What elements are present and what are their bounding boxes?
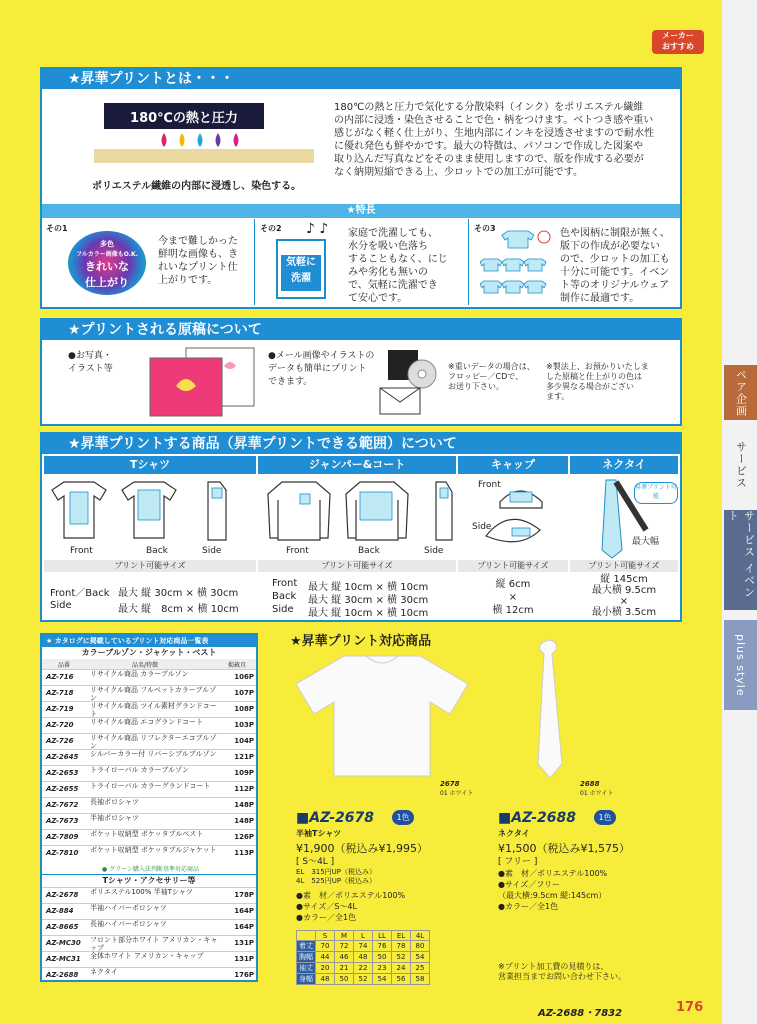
body-line: なく納期短縮できる上、少ロットでの加工が可能です。 — [334, 167, 583, 178]
line: 横 12cm — [492, 605, 534, 616]
size-head: M — [335, 931, 354, 941]
jumper-print-area-illustration — [260, 478, 456, 550]
size-value: 最大 縦 8cm × 横 10cm — [118, 604, 239, 615]
view-label: Back — [358, 546, 380, 556]
cell-code: AZ-720 — [46, 721, 74, 729]
cell-name: ポリエステル100% 半袖Tシャツ — [90, 888, 193, 896]
table-row — [42, 887, 256, 904]
green-note-text: グリーン購入法判断基準対応商品 — [109, 866, 200, 873]
catalog-table — [40, 633, 258, 982]
badge-line: メーカー — [662, 31, 694, 40]
size-cell: 着丈 — [297, 941, 316, 952]
cell-code: AZ-2678 — [46, 891, 79, 899]
cell-code: AZ-7673 — [46, 817, 79, 825]
product-name: 半袖Tシャツ — [296, 829, 342, 838]
line: 色や図柄に制限が無く、 — [560, 228, 670, 239]
size-cell: 46 — [335, 952, 354, 963]
line: （最大横:9.5cm 縦:145cm） — [498, 891, 607, 900]
feature-number: その3 — [474, 224, 496, 233]
badge-text: 洗濯 — [291, 273, 311, 284]
table-row — [42, 765, 256, 782]
line: 版下の作成が必要ない — [560, 241, 660, 252]
cell-code: AZ-MC30 — [46, 939, 81, 947]
line: て安心です。 — [348, 293, 408, 304]
footer-codes: AZ-2688・7832 — [538, 1008, 623, 1019]
sidebar-tab-pair[interactable] — [724, 365, 757, 420]
intro-body — [334, 101, 674, 179]
cell-name: 長袖ポロシャツ — [90, 798, 139, 806]
cell-pg: 148P — [234, 801, 254, 809]
cell-pg: 164P — [234, 923, 254, 931]
view-label: Side — [202, 546, 222, 556]
body-line: の内部に浸透・染色させることで色・柄をつけます。ベトつき感や重い — [334, 115, 654, 126]
size-cell: 48 — [354, 952, 373, 963]
size-part: Side — [272, 604, 294, 615]
cell-pg: 131P — [234, 955, 254, 963]
badge-text: フルカラー画像もO.K. — [76, 251, 138, 258]
floppy-cd-mail-icon — [376, 348, 446, 418]
catalog-rows-1 — [42, 669, 256, 865]
cell-pg: 112P — [234, 785, 254, 793]
line: 制作に最適です。 — [560, 293, 640, 304]
size-cell: 身幅 — [297, 974, 316, 985]
cell-code: AZ-MC31 — [46, 955, 81, 963]
table-row — [42, 733, 256, 750]
cell-name: リサイクル商品 ツイル素材グランドコート — [90, 702, 217, 718]
divider — [468, 219, 469, 305]
washing-machine-icon — [276, 239, 326, 299]
cell-code: AZ-726 — [46, 737, 74, 745]
product-size-range: [ フリー ] — [498, 857, 538, 867]
size-cell: 52 — [354, 974, 373, 985]
line: ●素 材／ポリエステル100% — [296, 891, 406, 900]
section-title: ★昇華プリントとは・・・ — [42, 69, 680, 89]
printable-size-label: プリント可能サイズ — [258, 560, 456, 572]
cell-pg: 148P — [234, 817, 254, 825]
size-head: LL — [373, 931, 392, 941]
size-cell: 72 — [335, 941, 354, 952]
line: 水分を吸い色落ち — [348, 241, 428, 252]
size-cell: 78 — [392, 941, 411, 952]
cell-code: AZ-719 — [46, 705, 74, 713]
size-value: 最大 縦 30cm × 横 30cm — [118, 588, 239, 599]
cell-pg: 106P — [234, 673, 254, 681]
line: ●メール画像やイラストの — [268, 351, 375, 361]
cell-pg: 113P — [234, 849, 254, 857]
product-tag-code: 2688 — [580, 780, 600, 788]
cell-code: AZ-2645 — [46, 753, 79, 761]
photo-illustration — [146, 346, 258, 420]
code-text: AZ-2688 — [511, 810, 576, 826]
catalog-header — [42, 659, 256, 669]
product-specs — [498, 868, 607, 912]
line: 今まで難しかった — [158, 236, 238, 247]
line: ※プリント加工費の見積りは、 — [498, 962, 609, 971]
size-part: Front／Back — [50, 588, 110, 599]
cap-size — [458, 578, 568, 617]
product-specs — [296, 890, 405, 923]
catalog-title: ★ カタログに掲載しているプリント対応商品一覧表 — [42, 635, 256, 647]
feature-number: その1 — [46, 224, 68, 233]
printable-size-label: プリント可能サイズ — [570, 560, 678, 572]
line: 営業担当までお問い合わせ下さい。 — [498, 972, 626, 981]
processing-fee-note — [498, 962, 626, 982]
line: 最小横 3.5cm — [591, 607, 657, 618]
sidebar-tab-plus[interactable] — [724, 620, 757, 710]
line: 縦 145cm — [600, 574, 648, 585]
table-row — [42, 903, 256, 920]
table-row — [42, 829, 256, 846]
line: ●カラー／全1色 — [498, 902, 559, 911]
line: 多少異なる場合がござい — [546, 382, 634, 391]
line: した原稿と仕上がりの色は — [546, 372, 642, 381]
hdr: 品番 — [58, 662, 71, 669]
product-tag-code: 2678 — [440, 780, 460, 788]
size-cell: 50 — [335, 974, 354, 985]
tshirt-group-icon — [480, 229, 558, 301]
cell-name: 長袖ハイパーポロシャツ — [90, 920, 167, 928]
line: ので、少ロットの加工も — [560, 254, 670, 265]
line: れいなプリント仕 — [158, 262, 238, 273]
cell-pg: 107P — [234, 689, 254, 697]
size-cell: 袖丈 — [297, 963, 316, 974]
feature-text — [158, 235, 254, 287]
view-label: Front — [286, 546, 309, 556]
cell-code: AZ-7809 — [46, 833, 79, 841]
features-title: ★特長 — [42, 204, 680, 218]
cell-pg: 178P — [234, 891, 254, 899]
leaf-icon: ● — [102, 866, 108, 873]
product-tag-color: 01 ホワイト — [580, 790, 614, 797]
printable-size-label: プリント可能サイズ — [458, 560, 568, 572]
code-text: AZ-2678 — [309, 810, 374, 826]
cell-pg: 109P — [234, 769, 254, 777]
line: ●サイズ／S〜4L — [296, 902, 357, 911]
size-value: 最大 縦 30cm × 横 30cm — [308, 595, 429, 606]
cell-name: リサイクル商品 エコグランドコート — [90, 718, 203, 726]
line: データも簡単にプリント — [268, 364, 367, 374]
size-head: S — [316, 931, 335, 941]
size-cell: 胸幅 — [297, 952, 316, 963]
badge-text: きれいな — [85, 260, 129, 273]
size-head: EL — [392, 931, 411, 941]
size-surcharge — [296, 868, 376, 886]
max-width-label: 最大幅 — [632, 537, 660, 547]
view-label: Side — [472, 522, 492, 532]
line: EL 315円UP（税込み） — [296, 868, 377, 876]
size-cell: 70 — [316, 941, 335, 952]
cell-name: ネクタイ — [90, 968, 118, 976]
line: ●素 材／ポリエステル100% — [498, 869, 608, 878]
feature-text — [348, 227, 458, 305]
section-title: ★昇華プリントする商品（昇華プリントできる範囲）について — [42, 434, 680, 454]
size-cell: 52 — [392, 952, 411, 963]
body-line: 180℃の熱と圧力で気化する分散染料（インク）をポリエステル繊維 — [334, 102, 644, 113]
size-part: Side — [50, 600, 72, 611]
size-cell: 50 — [373, 952, 392, 963]
cell-pg: 108P — [234, 705, 254, 713]
line: 縦 6cm — [495, 579, 531, 590]
cell-name: 全体ホワイト アメリカン・キャップ — [90, 952, 204, 960]
line: することもなく、にじ — [348, 254, 448, 265]
manuscript-panel — [40, 318, 682, 426]
cell-pg: 103P — [234, 721, 254, 729]
table-row — [42, 951, 256, 968]
size-head: L — [354, 931, 373, 941]
cell-name: シルバーカラー付 リバーシブルブルゾン — [90, 750, 217, 758]
cell-code: AZ-8665 — [46, 923, 79, 931]
table-row — [42, 685, 256, 702]
size-part: Back — [272, 591, 297, 602]
size-cell: 22 — [354, 963, 373, 974]
line: 家庭で洗濯しても、 — [348, 228, 438, 239]
fullcolor-badge — [68, 231, 146, 295]
green-note — [42, 865, 256, 874]
body-line: に優れ発色も鮮やかです。最大の特徴は、パソコンで作成した図案や — [334, 141, 643, 152]
cell-name: 半袖ハイパーポロシャツ — [90, 904, 167, 912]
sublimation-intro-panel — [40, 67, 682, 309]
line: で、気軽に洗濯でき — [348, 280, 438, 291]
ink-drops-icon — [162, 133, 239, 147]
music-note-icon: ♪ ♪ — [306, 221, 329, 237]
heat-pressure-label: 180℃の熱と圧力 — [130, 111, 238, 126]
badge-text: 多色 — [100, 240, 114, 248]
line: 上がりです。 — [158, 275, 218, 286]
line: 最大横 9.5cm — [591, 585, 657, 596]
size-cell: 25 — [411, 963, 430, 974]
line: イラスト等 — [68, 364, 113, 374]
cell-code: AZ-7810 — [46, 849, 79, 857]
view-label: Front — [70, 546, 93, 556]
size-cell: 58 — [411, 974, 430, 985]
line: ます。 — [546, 392, 570, 401]
line: ※製法上、お預かりいたしま — [546, 362, 649, 371]
table-row — [42, 749, 256, 766]
line: 十分に可能です。イベン — [560, 267, 670, 278]
line: できます。 — [268, 377, 313, 387]
view-label: Back — [146, 546, 168, 556]
size-cell: 44 — [316, 952, 335, 963]
size-cell: 54 — [373, 974, 392, 985]
color-count-badge: 1色 — [392, 810, 414, 825]
col-header-tshirt: Tシャツ — [44, 456, 256, 474]
product-price: ¥1,500（税込み¥1,575） — [498, 842, 630, 855]
mail-text — [268, 350, 388, 389]
catalog-rows-2 — [42, 887, 256, 983]
table-row — [42, 717, 256, 734]
size-cell: 54 — [411, 952, 430, 963]
badge-text: 仕上がり — [85, 276, 129, 289]
illustration-caption: ポリエステル繊維の内部に浸透し、染色する。 — [92, 181, 302, 192]
size-value: 最大 縦 10cm × 横 10cm — [308, 608, 429, 619]
hdr: 品名/特徴 — [132, 662, 159, 669]
cell-pg: 131P — [234, 939, 254, 947]
product-code-2688: ■AZ-2688 — [498, 810, 576, 826]
badge-line: おすすめ — [661, 42, 695, 51]
size-head — [297, 931, 316, 941]
cell-pg: 104P — [234, 737, 254, 745]
table-row — [42, 797, 256, 814]
col-header-tie: ネクタイ — [570, 456, 678, 474]
page-number: 176 — [676, 1000, 704, 1015]
product-name: ネクタイ — [498, 829, 530, 838]
line: お送り下さい。 — [448, 382, 504, 391]
line: フロッピー／CDで、 — [448, 372, 524, 381]
line: ※重いデータの場合は、 — [448, 362, 535, 371]
feature-text — [560, 227, 680, 305]
cell-name: 半袖ポロシャツ — [90, 814, 139, 822]
catalog-group-title: カラーブルゾン・ジャケット・ベスト — [81, 648, 217, 657]
tshirt-product-image — [296, 652, 471, 782]
body-line: 感じがなく軽く仕上がり、生地内部にインキを浸透させますので耐水性 — [334, 128, 654, 139]
size-cell: 24 — [392, 963, 411, 974]
color-diff-note — [546, 362, 676, 402]
cell-pg: 121P — [234, 753, 254, 761]
cell-name: トライローバル カラーブルゾン — [90, 766, 190, 774]
product-code-2678: ■AZ-2678 — [296, 810, 374, 826]
sidebar-tab-label: サービス — [734, 441, 748, 489]
printable-size-label: プリント可能サイズ — [44, 560, 256, 572]
product-price: ¥1,900（税込み¥1,995） — [296, 842, 428, 855]
size-cell: 21 — [335, 963, 354, 974]
cell-code: AZ-716 — [46, 673, 74, 681]
size-cell: 23 — [373, 963, 392, 974]
line: ●お写真・ — [68, 351, 112, 361]
table-row — [42, 813, 256, 830]
product-tag-color: 01 ホワイト — [440, 790, 474, 797]
tie-size — [570, 574, 678, 618]
size-value: 最大 縦 10cm × 横 10cm — [308, 582, 429, 593]
cap-print-area-illustration — [482, 482, 566, 554]
cell-pg: 164P — [234, 907, 254, 915]
size-cell: 76 — [373, 941, 392, 952]
product-size-range: [ S〜4L ] — [296, 857, 335, 867]
cell-name: リサイクル商品 カラーブルゾン — [90, 670, 189, 678]
table-row — [42, 669, 256, 686]
cell-code: AZ-884 — [46, 907, 74, 915]
cell-name: フロント部分ホワイト アメリカン・キャップ — [90, 936, 218, 952]
color-count-badge: 1色 — [594, 810, 616, 825]
sidebar-tab-label: ペア企画 — [734, 368, 748, 417]
table-row — [42, 701, 256, 718]
table-row — [42, 781, 256, 798]
print-ok-bubble: 昇華プリント可能 — [634, 482, 678, 504]
table-row — [42, 919, 256, 936]
products-title: ★昇華プリント対応商品 — [290, 634, 432, 649]
table-row — [42, 845, 256, 862]
sidebar-tab-label: サービス イベント — [726, 510, 756, 599]
heavy-data-note — [448, 362, 546, 392]
cell-code: AZ-2688 — [46, 971, 79, 979]
print-area-panel — [40, 432, 682, 622]
cell-code: AZ-7672 — [46, 801, 79, 809]
col-header-jumper: ジャンパー&コート — [258, 456, 456, 474]
necktie-product-image — [520, 638, 570, 778]
size-table — [296, 930, 430, 985]
size-cell: 56 — [392, 974, 411, 985]
size-cell: 80 — [411, 941, 430, 952]
size-cell: 74 — [354, 941, 373, 952]
tshirt-print-area-illustration — [48, 478, 248, 550]
size-cell: 48 — [316, 974, 335, 985]
section-title: ★プリントされる原稿について — [42, 320, 680, 340]
cell-code: AZ-2653 — [46, 769, 79, 777]
size-head: 4L — [411, 931, 430, 941]
cell-name: ポケット収納型 ポケッタブルベスト — [90, 830, 204, 838]
line: 4L 525円UP（税込み） — [296, 877, 377, 885]
body-line: 取り込んだ写真などをそのまま使用しますので、版を作成する必要が — [334, 154, 644, 165]
hdr: 掲載頁 — [228, 662, 247, 669]
badge-text: 気軽に — [286, 257, 316, 268]
cell-name: トライローバル カラーグランドコート — [90, 782, 211, 790]
size-cell: 20 — [316, 963, 335, 974]
cell-pg: 126P — [234, 833, 254, 841]
line: 鮮明な画像も、き — [158, 249, 238, 260]
cell-pg: 176P — [234, 971, 254, 979]
cell-name: リサイクル商品 フルベットカラーブルゾン — [90, 686, 217, 702]
view-label: Front — [478, 480, 501, 490]
table-row — [42, 935, 256, 952]
divider — [254, 219, 255, 305]
sidebar-tab-service[interactable] — [724, 430, 757, 500]
view-label: Side — [424, 546, 444, 556]
line: ●サイズ／フリー — [498, 880, 561, 889]
sidebar-tab-label: plus style — [734, 633, 747, 697]
line: ●カラー／全1色 — [296, 913, 357, 922]
sidebar-tab-event[interactable] — [724, 510, 757, 610]
line: ト等のオリジナルウェア — [560, 280, 670, 291]
cell-code: AZ-2655 — [46, 785, 79, 793]
col-header-cap: キャップ — [458, 456, 568, 474]
cell-code: AZ-718 — [46, 689, 74, 697]
photo-text — [68, 350, 148, 376]
cell-name: リサイクル商品 リフレクターエコブルゾン — [90, 734, 217, 750]
maker-recommend-badge — [652, 30, 704, 54]
cell-name: ポケット収納型 ポケッタブルジャケット — [90, 846, 217, 854]
line: みや劣化も無いの — [348, 267, 428, 278]
feature-number: その2 — [260, 224, 282, 233]
line: × — [619, 596, 629, 607]
line: × — [508, 592, 518, 603]
table-row — [42, 967, 256, 984]
size-part: Front — [272, 578, 298, 589]
catalog-group-title: Tシャツ・アクセサリー等 — [42, 874, 256, 887]
